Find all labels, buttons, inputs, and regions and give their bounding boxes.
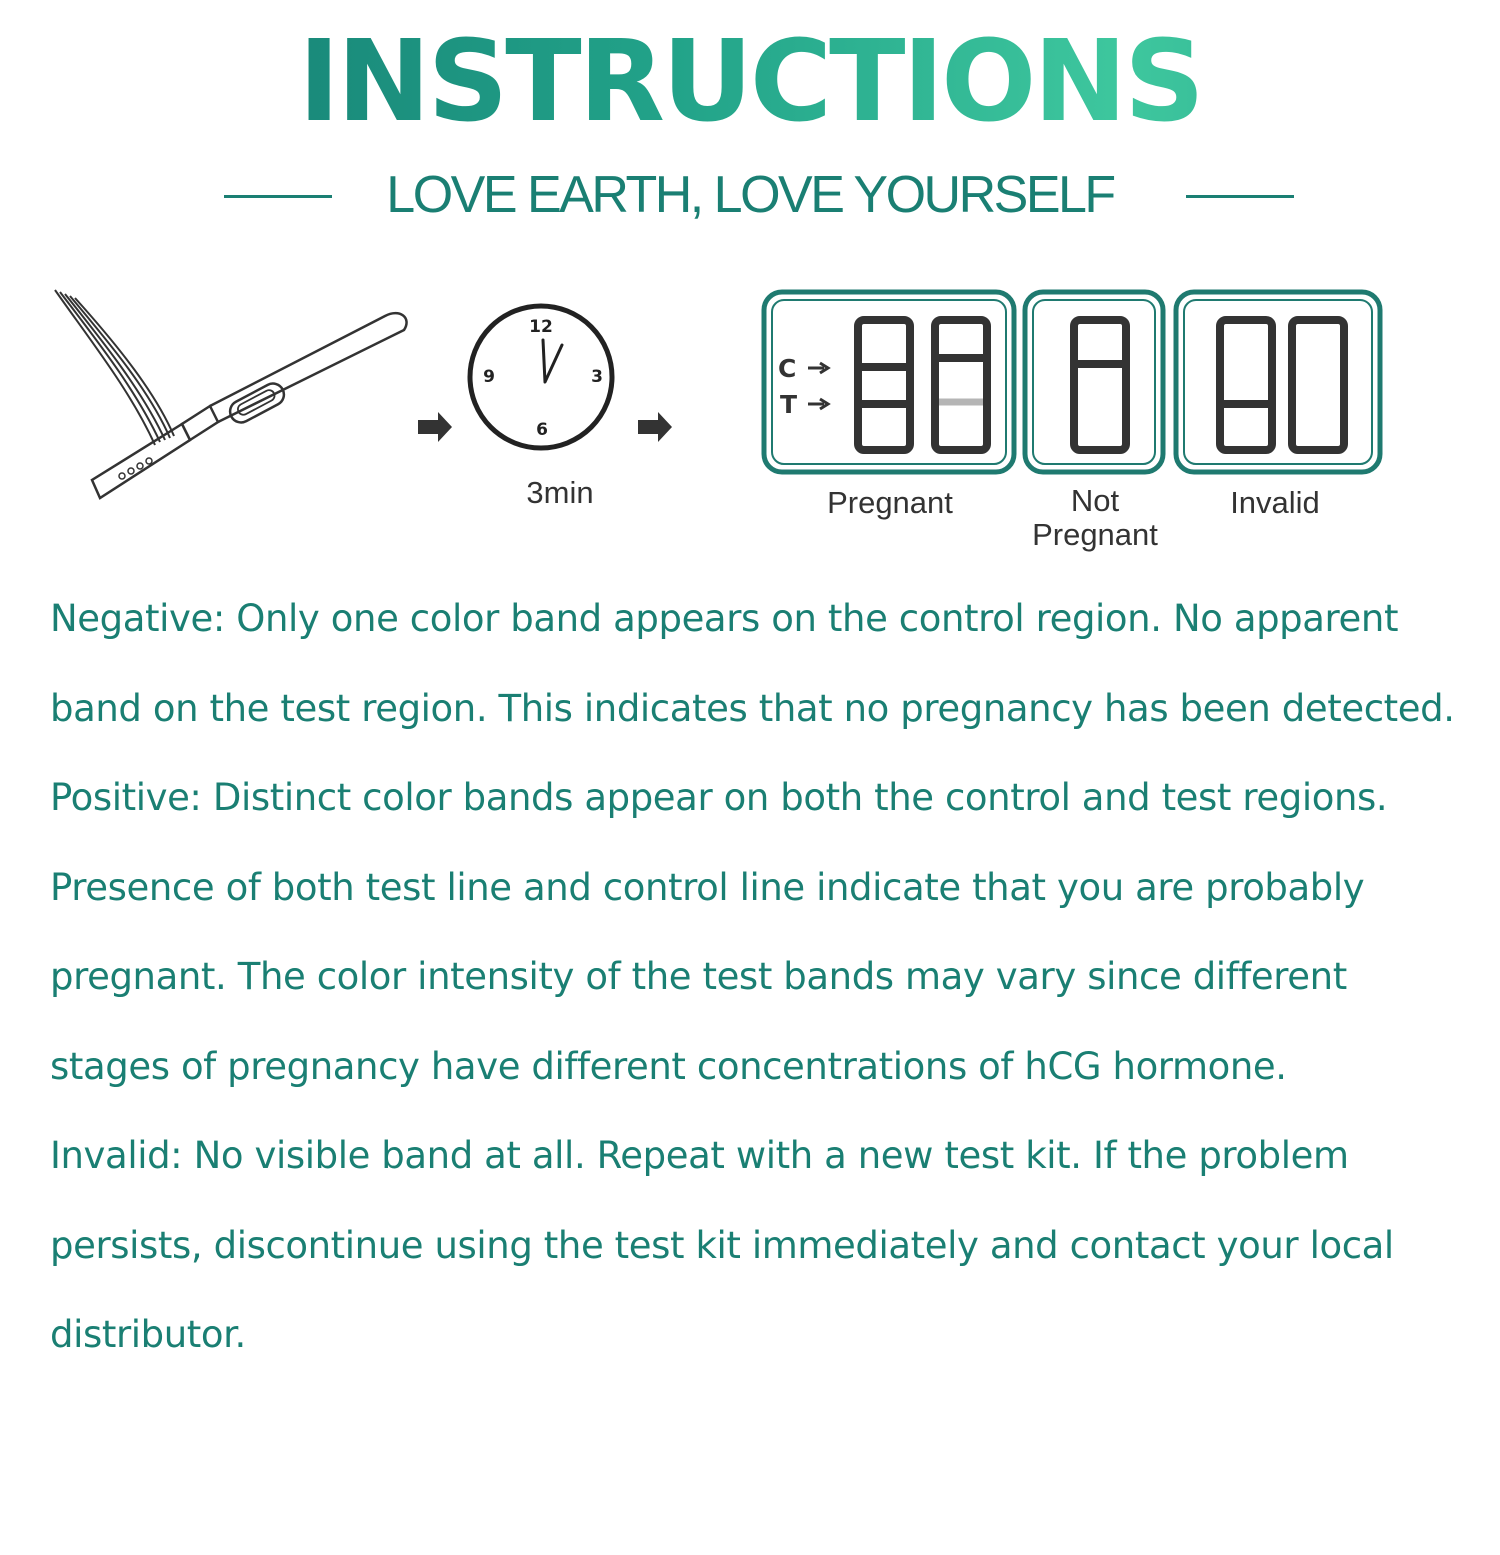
clock-number: 12 [529,317,553,337]
negative-paragraph: Negative: Only one color band appears on the control region. No apparent band on the test region. This indicates that no pregnancy has been detected. [50,597,1455,730]
arrow-right-icon [418,412,452,442]
subtitle-row [0,160,1500,230]
instruction-diagram [40,280,1460,570]
test-stick-icon [55,290,407,498]
clock-number: 6 [536,420,548,440]
diagram-graphic [40,280,1460,570]
result-window-icon [1176,292,1380,472]
result-label-invalid: Invalid [1230,485,1320,520]
result-label-not-pregnant [1015,484,1175,552]
result-label-pregnant: Pregnant [827,485,953,520]
clock-caption: 3min [526,475,594,510]
clock-icon [470,306,612,448]
arrow-right-icon [638,412,672,442]
right-divider [1186,195,1294,198]
result-window-icon [764,292,1014,472]
result-window-icon [1025,292,1163,472]
clock-number: 9 [483,367,495,387]
test-label: T [780,390,798,419]
clock-number: 3 [591,367,603,387]
control-label: C [778,354,797,383]
invalid-paragraph: Invalid: No visible band at all. Repeat with a new test kit. If the problem persists, discontinue using the test kit immediately and contact your local distributor. [50,1134,1394,1356]
result-label-not-pregnant-text: Not Pregnant [1032,483,1158,552]
page-subtitle: LOVE EARTH, LOVE YOURSELF [386,166,1114,224]
instructions-text [50,574,1470,1380]
page-title: INSTRUCTIONS [0,22,1500,142]
positive-paragraph: Positive: Distinct color bands appear on both the control and test regions. Presence of both test line and control line indicate that you are probably pregnant. The color intensity of the test bands may vary since different stages of pregnancy have different concentrations of hCG hormone. [50,776,1388,1088]
